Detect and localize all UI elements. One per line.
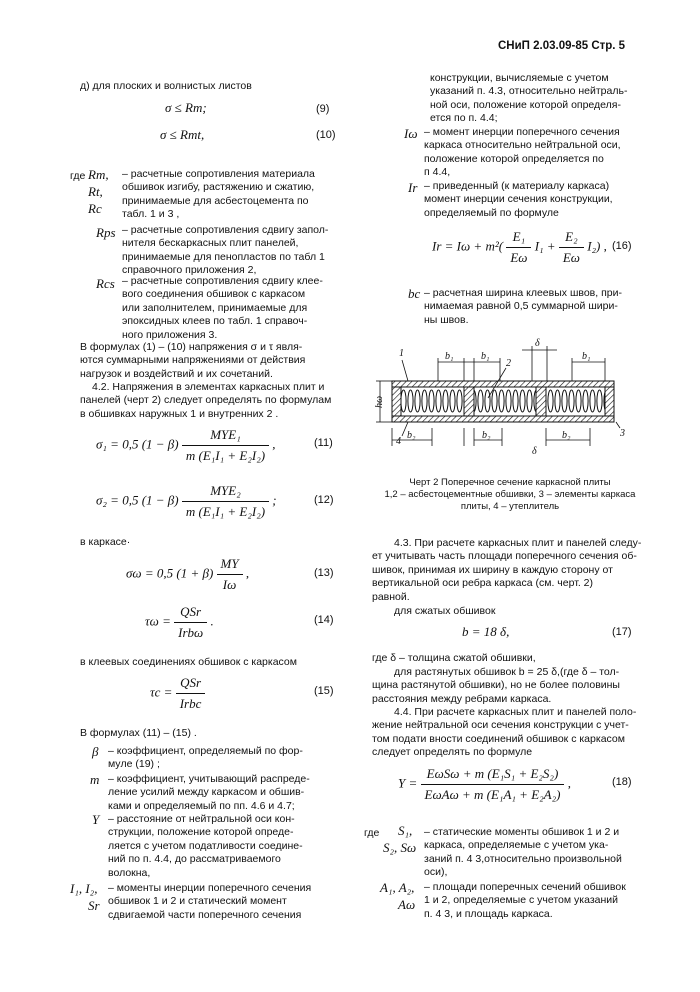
formula-11 bbox=[96, 427, 276, 464]
formula-14-denominator: Irbω bbox=[174, 622, 207, 641]
formula-18-numerator: EωSω + m (E₁S₁ + E₂S₂) bbox=[426, 766, 559, 781]
label-b1: b₁ bbox=[582, 351, 591, 362]
definition-line: ны швов. bbox=[424, 313, 469, 326]
formula-18-number: (18) bbox=[612, 776, 632, 788]
definition-line: – статические моменты обшивок 1 и 2 и bbox=[424, 826, 620, 838]
definition-iw bbox=[424, 126, 621, 180]
formula-13-tail: , bbox=[245, 565, 250, 581]
symbol-rcs: Rcs bbox=[96, 276, 115, 291]
definition-line: табл. 1 и 3 , bbox=[122, 208, 180, 221]
definition-line: – расстояние от нейтральной оси кон- bbox=[108, 813, 295, 825]
where-delta: где δ – толщина сжатой обшивки, bbox=[372, 652, 536, 664]
frame-rib bbox=[536, 387, 546, 416]
paragraph-line: панелей (черт 2) следует определять по формулам bbox=[80, 394, 332, 407]
definition-line: – коэффициент, учитывающий распреде- bbox=[108, 773, 310, 785]
definition-line: – приведенный (к материалу каркаса) bbox=[424, 180, 610, 192]
panel-cross-section-drawing bbox=[372, 336, 642, 464]
definition-line: каркаса относительно нейтральной оси, bbox=[424, 139, 621, 152]
continuation-line: конструкции, вычисляемые с учетом bbox=[430, 72, 609, 84]
paragraph-line: 4.3. При расчете каркасных плит и панелей следу- bbox=[394, 537, 642, 549]
formula-18-denominator: EωAω + m (E₁A₁ + E₂A₂) bbox=[421, 784, 565, 803]
formula-18 bbox=[398, 766, 571, 803]
formula-14-numerator: QSr bbox=[180, 604, 202, 619]
paragraph-4-2 bbox=[80, 381, 331, 421]
definition-line: эпоксидных клеев по табл. 1 справоч- bbox=[122, 315, 308, 328]
symbol-y: Y bbox=[92, 812, 100, 827]
formula-16-mid: I₁ + bbox=[534, 238, 556, 254]
formula-16-frac1-den: Eω bbox=[506, 247, 531, 266]
paragraph-line: том подати вности соединений обшивок с каркасом bbox=[372, 732, 625, 745]
bottom-sheet bbox=[392, 416, 614, 422]
formula-11-tail: , bbox=[272, 436, 276, 452]
label-delta: δ bbox=[535, 338, 540, 349]
definition-line: положение которой определяется по bbox=[424, 152, 604, 165]
definition-line: – моменты инерции поперечного сечения bbox=[108, 882, 312, 894]
definition-line: – коэффициент, определяемый по фор- bbox=[108, 745, 303, 757]
definition-line: п 4.4, bbox=[424, 166, 451, 179]
paragraph-line: нагрузок и воздействий и их сочетаний. bbox=[80, 367, 273, 380]
paragraph-line: 4.4. При расчете каркасных плит и панелей поло- bbox=[394, 706, 637, 718]
definition-line: вого соединения обшивок с каркасом bbox=[122, 288, 306, 301]
figure-caption bbox=[370, 477, 650, 513]
formula-11-numerator: MYE₁ bbox=[210, 427, 241, 442]
label-h: hω bbox=[374, 395, 385, 408]
definition-line: каркаса, определяемые с учетом ука- bbox=[424, 839, 609, 852]
paragraph-line: шивок, принимая их ширину в каждую сторону от bbox=[372, 563, 613, 576]
paragraph-line: расстояния между ребрами каркаса. bbox=[372, 692, 552, 705]
formula-16-lhs: Ir = Iω + m²( bbox=[432, 238, 504, 254]
formula-14-tail: . bbox=[210, 613, 214, 629]
definition-line: – момент инерции поперечного сечения bbox=[424, 126, 620, 138]
definition-r bbox=[122, 168, 337, 222]
definition-line: момент инерции сечения конструкции, bbox=[424, 193, 613, 206]
caption-line: плиты, 4 – утеплитель bbox=[460, 501, 560, 512]
formula-13-number: (13) bbox=[314, 567, 334, 579]
symbol-s1: S₁, bbox=[398, 823, 413, 838]
formula-15-lhs: τc = bbox=[150, 684, 173, 700]
paragraph-line: для растянутых обшивок b = 25 δ,(где δ – тол- bbox=[394, 666, 620, 678]
frame-rib bbox=[605, 387, 614, 416]
paragraph-sum-stresses bbox=[80, 341, 305, 381]
formula-10-number: (10) bbox=[316, 129, 336, 141]
definition-line: определяемый по формуле bbox=[424, 206, 559, 219]
definition-line: – площади поперечных сечений обшивок bbox=[424, 881, 626, 893]
paragraph-line: вертикальной оси ребра каркаса (см. черт. 2) bbox=[372, 577, 594, 590]
definition-beta bbox=[108, 745, 303, 772]
formula-16-frac1-num: E₁ bbox=[512, 229, 526, 244]
page-header: СНиП 2.03.09-85 Стр. 5 bbox=[498, 40, 626, 52]
formula-18-lhs: Y = bbox=[398, 775, 418, 791]
paragraph-line: В формулах (1) – (10) напряжения σ и τ явля- bbox=[80, 341, 303, 353]
definition-line: мyле (19) ; bbox=[108, 758, 160, 771]
symbol-r-group: Rm, Rt, Rc bbox=[88, 167, 109, 216]
paragraph-4-3 bbox=[372, 537, 641, 604]
formula-13-numerator: MY bbox=[220, 556, 239, 571]
paragraph-line: ются суммарными напряжениями от действия bbox=[80, 354, 306, 367]
formula-11-lhs: σ₁ = 0,5 (1 − β) bbox=[96, 436, 179, 452]
definition-line: нимаемая равной 0,5 суммарной шири- bbox=[424, 300, 618, 313]
formula-18-tail: , bbox=[567, 775, 571, 791]
paragraph-line: жение нейтральной оси сечения конструкции с учет- bbox=[372, 719, 629, 732]
continuation-text bbox=[430, 72, 627, 126]
formula-9: σ ≤ Rm; bbox=[165, 100, 207, 115]
formula-16-frac2-den: Eω bbox=[559, 247, 584, 266]
definition-line: волокна, bbox=[108, 866, 151, 879]
formula-11-number: (11) bbox=[314, 437, 333, 449]
formula-17: b = 18 δ, bbox=[462, 624, 510, 639]
formula-15-numerator: QSr bbox=[180, 675, 202, 690]
definition-line: обшивок изгибу, растяжению и сжатию, bbox=[122, 181, 315, 194]
label-b2: b₂ bbox=[482, 430, 491, 441]
definition-line: струкции, положение которой опреде- bbox=[108, 826, 294, 839]
formula-14-lhs: τω = bbox=[145, 613, 171, 629]
caption-line: 1,2 – асбестоцементные обшивки, 3 – элементы каркаса bbox=[384, 489, 636, 500]
definition-s bbox=[424, 826, 622, 880]
paragraph-line: 4.2. Напряжения в элементах каркасных плит и bbox=[92, 381, 325, 393]
definition-bc bbox=[424, 287, 622, 327]
formula-15-number: (15) bbox=[314, 685, 334, 697]
formula-12 bbox=[96, 483, 277, 520]
formula-12-denominator: m (E₁I₁ + E₂I₂) bbox=[182, 501, 269, 520]
stretched-text bbox=[372, 666, 620, 706]
formula-10: σ ≤ Rmt, bbox=[160, 127, 205, 142]
symbol-s2-sw: S₂, Sω bbox=[383, 840, 417, 855]
paragraph-line: щина растянутой обшивки), но не более половины bbox=[372, 679, 620, 692]
symbol-iw: Iω bbox=[404, 126, 418, 141]
formula-16-frac2-num: E₂ bbox=[565, 229, 578, 244]
definition-line: оси), bbox=[424, 866, 448, 879]
definition-line: ний по п. 4.4, до рассматриваемого bbox=[108, 853, 281, 866]
definition-line: справочного приложения 2, bbox=[122, 264, 257, 277]
symbol-i1-i2: I₁, I₂, bbox=[70, 881, 98, 896]
formula-16-number: (16) bbox=[612, 240, 632, 252]
paragraph-line: в обшивках наружных 1 и внутренних 2 . bbox=[80, 407, 279, 420]
symbol-bc: bc bbox=[408, 286, 421, 301]
definition-rps bbox=[122, 224, 328, 278]
definition-line: ного приложения 3. bbox=[122, 328, 218, 341]
symbol-a1-a2: A₁, A₂, bbox=[380, 880, 415, 895]
definition-i bbox=[108, 882, 311, 922]
formula-16-end: I₂) , bbox=[587, 238, 607, 254]
in-glue-label: в клеевых соединениях обшивок с каркасом bbox=[80, 656, 297, 668]
definition-line: или заполнителем, принимаемые для bbox=[122, 301, 308, 314]
in-formulas-label: В формулах (11) – (15) . bbox=[80, 727, 197, 739]
top-sheet bbox=[392, 381, 614, 387]
label-2: 2 bbox=[506, 358, 511, 369]
in-frame-label: в каркасе· bbox=[80, 536, 131, 548]
formula-14-number: (14) bbox=[314, 614, 334, 626]
label-b1: b₁ bbox=[481, 351, 490, 362]
definition-line: принимаемые для асбестоцемента по bbox=[122, 194, 309, 207]
symbol-sr: Sr bbox=[88, 898, 100, 913]
symbol-rps: Rps bbox=[96, 225, 116, 240]
frame-rib bbox=[464, 387, 474, 416]
definition-line: п. 4 3, и площадь каркаса. bbox=[424, 907, 553, 920]
paragraph-line: ет учитывать часть площади поперечного сечения об- bbox=[372, 550, 637, 563]
formula-12-numerator: MYE₂ bbox=[210, 483, 241, 498]
definition-y bbox=[108, 813, 303, 880]
formula-15 bbox=[150, 675, 205, 712]
definition-line: – расчетные сопротивления сдвигу клее- bbox=[122, 275, 323, 287]
formula-12-lhs: σ₂ = 0,5 (1 − β) bbox=[96, 492, 179, 508]
insulation bbox=[401, 388, 464, 415]
definition-line: сдвигаемой части поперечного сечения bbox=[108, 908, 302, 921]
formula-14 bbox=[145, 604, 214, 641]
paragraph-4-4 bbox=[372, 706, 636, 760]
definition-line: ляется с учетом податливости соедине- bbox=[108, 839, 303, 852]
definition-line: принимаемые для пенопластов по табл 1 bbox=[122, 250, 325, 263]
formula-17-number: (17) bbox=[612, 626, 632, 638]
label-b2: b₂ bbox=[562, 430, 571, 441]
definition-rcs bbox=[122, 275, 323, 342]
label-3: 3 bbox=[620, 428, 625, 439]
definition-m bbox=[108, 773, 310, 813]
definition-line: ление усилий между каркасом и обшив- bbox=[108, 786, 305, 799]
continuation-line: указаний п. 4.3, относительно нейтраль- bbox=[430, 85, 628, 98]
label-4: 4 bbox=[396, 436, 401, 447]
definition-line: нителя бескаркасных плит панелей, bbox=[122, 237, 299, 250]
label-b2: b₂ bbox=[407, 430, 416, 441]
definition-a bbox=[424, 881, 626, 921]
paragraph-line: равной. bbox=[372, 590, 410, 603]
definition-line: обшивок 1 и 2 и статический момент bbox=[108, 895, 287, 908]
label-1: 1 bbox=[399, 348, 404, 359]
label-b1: b₁ bbox=[445, 351, 454, 362]
label-delta: δ bbox=[532, 446, 537, 457]
where-label-2: где bbox=[364, 827, 380, 839]
compressed-label: для сжатых обшивок bbox=[394, 605, 496, 617]
symbol-aw: Aω bbox=[398, 897, 416, 912]
formula-11-denominator: m (E₁I₁ + E₂I₂) bbox=[182, 445, 269, 464]
caption-line: Черт 2 Поперечное сечение каркасной плиты bbox=[409, 477, 611, 488]
formula-15-denominator: Irbc bbox=[176, 693, 206, 712]
paragraph-line: следует определять по формуле bbox=[372, 746, 533, 759]
symbol-m: m bbox=[90, 772, 100, 787]
formula-13 bbox=[126, 556, 249, 593]
symbol-ir: Ir bbox=[408, 180, 418, 195]
formula-12-number: (12) bbox=[314, 494, 334, 506]
definition-line: – расчетные сопротивления сдвигу запол- bbox=[122, 224, 329, 236]
intro-text: д) для плоских и волнистых листов bbox=[80, 80, 252, 92]
insulation bbox=[546, 388, 605, 415]
definition-line: – расчетная ширина клеевых швов, при- bbox=[424, 287, 622, 299]
definition-line: заний п. 4 3,относительно произвольной bbox=[424, 852, 622, 865]
definition-line: 1 и 2, определяемые с учетом указаний bbox=[424, 894, 619, 907]
definition-line: – расчетные сопротивления материала bbox=[122, 168, 315, 180]
continuation-line: ной оси, положение которой определя- bbox=[430, 98, 621, 111]
symbol-beta: β bbox=[92, 744, 99, 759]
formula-13-denominator: Iω bbox=[217, 574, 243, 593]
formula-16 bbox=[432, 229, 607, 266]
insulation bbox=[474, 388, 536, 415]
formula-13-lhs: σω = 0,5 (1 + β) bbox=[126, 565, 214, 581]
formula-9-number: (9) bbox=[316, 103, 330, 115]
frame-rib bbox=[392, 387, 401, 416]
definition-line: ками и определяемый по пп. 4.6 и 4.7; bbox=[108, 799, 295, 812]
definition-ir bbox=[424, 180, 613, 220]
formula-12-tail: ; bbox=[272, 492, 277, 508]
continuation-line: ется по п. 4.4; bbox=[430, 112, 498, 125]
where-label: где bbox=[70, 170, 86, 182]
